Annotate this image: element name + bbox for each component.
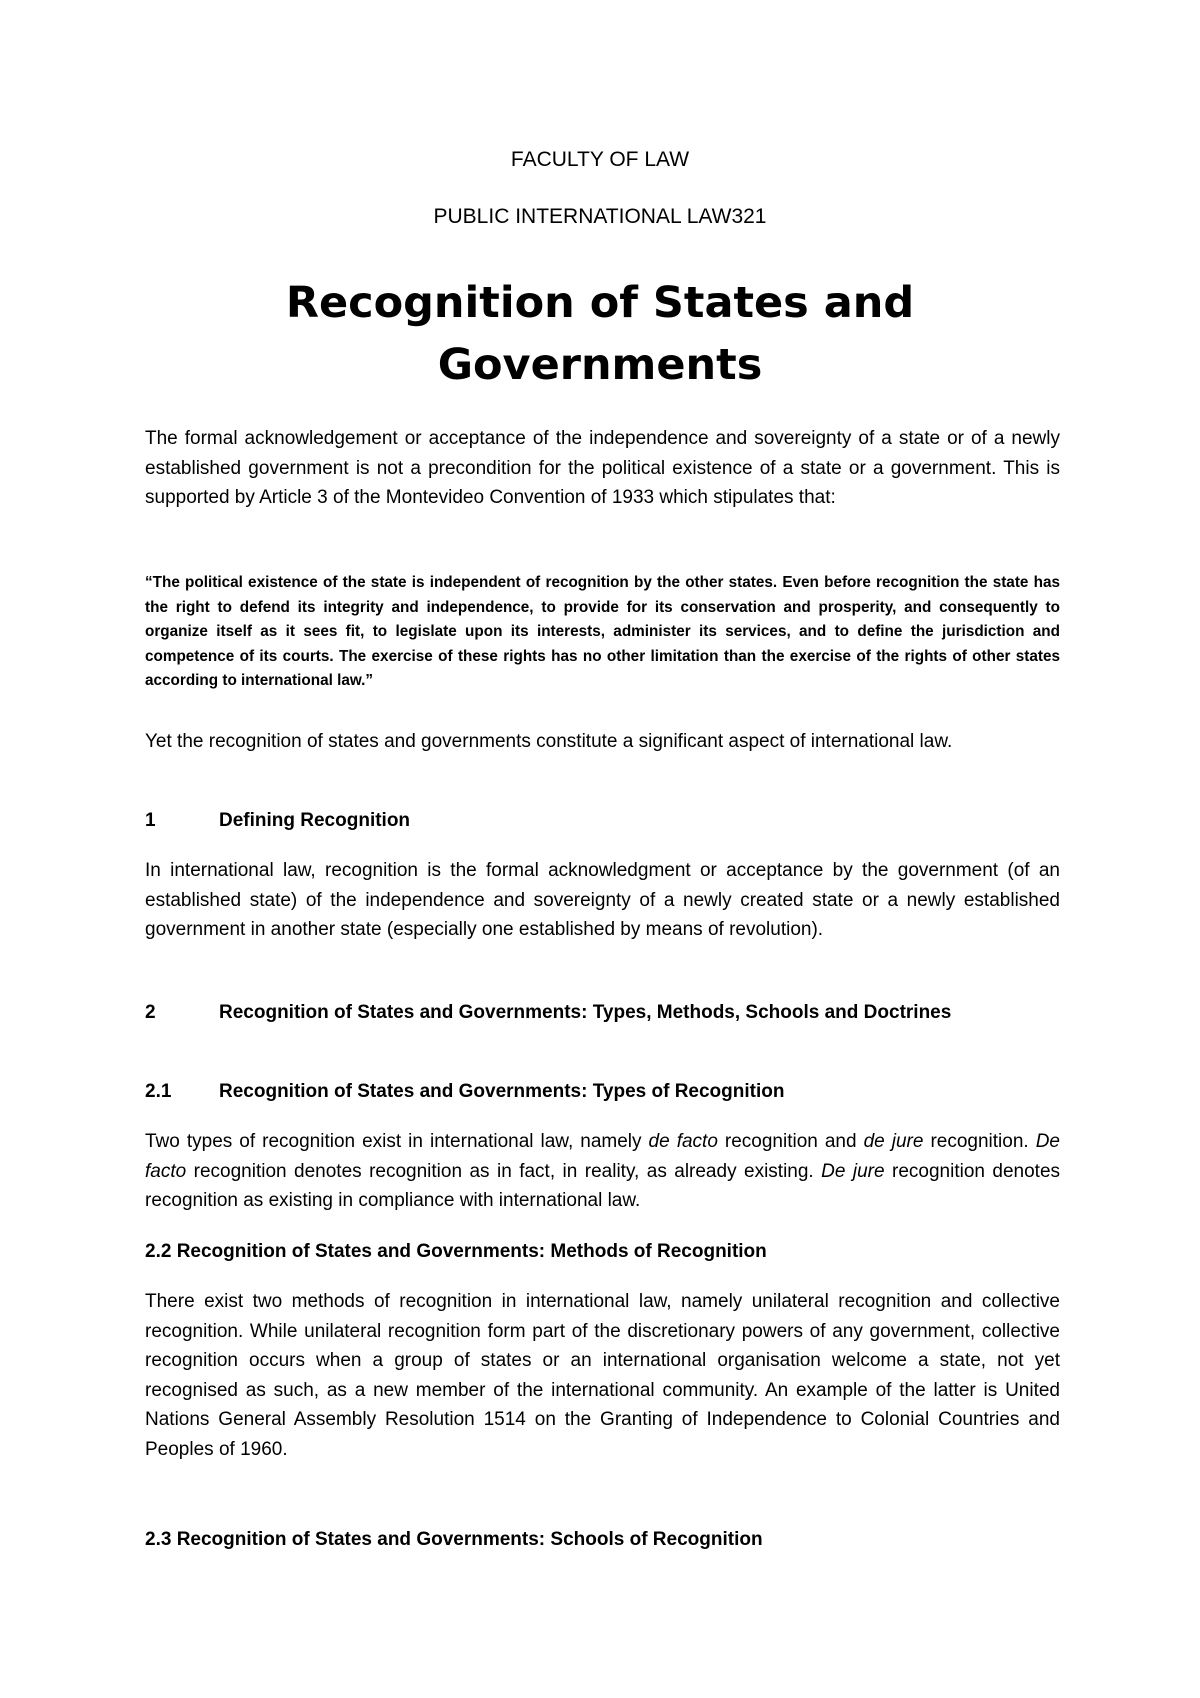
section-2-2-body: There exist two methods of recognition in international law, namely unilateral recognition and collective recognition. While unilateral recognition form part of the discretionary powers of any government, collective recognition occurs when a group of states or an international organisation welcome a state, not yet recognised as such, as a new member of the international community. An example of the latter is United Nations General Assembly Resolution 1514 on the Granting of Independence to Colonial Countries and Peoples of 1960. [145, 1291, 1060, 1460]
intro-paragraph: The formal acknowledgement or acceptance of the independence and sovereignty of a state or of a newly established government is not a precondition for the political existence of a state or a government. This is supported by Article 3 of the Montevideo Convention of 1933 which stipulates that: [145, 428, 1060, 508]
section-2-1-body: Two types of recognition exist in international law, namely de facto recognition and de jure recognition. De facto recognition denotes recognition as in fact, in reality, as already existing. De jure recognition denotes recognition as existing in compliance with international law. [145, 1131, 1061, 1211]
significance-paragraph: Yet the recognition of states and governments constitute a significant aspect of international law. [145, 731, 953, 752]
section-1-number: 1 [145, 810, 156, 831]
title-line-2: Governments [437, 340, 763, 390]
faculty-header: FACULTY OF LAW [510, 148, 690, 171]
section-1-heading [145, 807, 1060, 835]
section-2-3-heading: 2.3 Recognition of States and Governments: Schools of Recognition [145, 1529, 763, 1550]
course-header: PUBLIC INTERNATIONAL LAW321 [433, 205, 767, 228]
section-1-body: In international law, recognition is the formal acknowledgment or acceptance by the government (of an established state) of the independence and sovereignty of a newly created state or a newly established government in another state (especially one established by means of revolution). [145, 860, 1060, 940]
section-2-1-heading [145, 1078, 1060, 1106]
section-2-number: 2 [145, 1002, 156, 1023]
title-line-1: Recognition of States and [285, 278, 915, 328]
section-2-title: Recognition of States and Governments: Types, Methods, Schools and Doctrines [219, 1002, 952, 1023]
section-1-title: Defining Recognition [219, 810, 411, 831]
document-title [0, 272, 1200, 396]
section-2-1-number: 2.1 [145, 1081, 172, 1102]
montevideo-quote: “The political existence of the state is independent of recognition by the other states. Even before recognition the state has the right to defend its integrity and independence, to provide for its conservation and prosperity, and consequently to organize itself as it sees fit, to legislate upon its interests, administer its services, and to define the jurisdiction and competence of its courts. The exercise of these rights has no other limitation than the exercise of the rights of other states according to international law.” [145, 574, 1060, 690]
section-2-2-heading: 2.2 Recognition of States and Governments: Methods of Recognition [145, 1241, 767, 1262]
section-2-1-title: Recognition of States and Governments: Types of Recognition [219, 1081, 785, 1102]
section-2-heading [145, 999, 1060, 1027]
